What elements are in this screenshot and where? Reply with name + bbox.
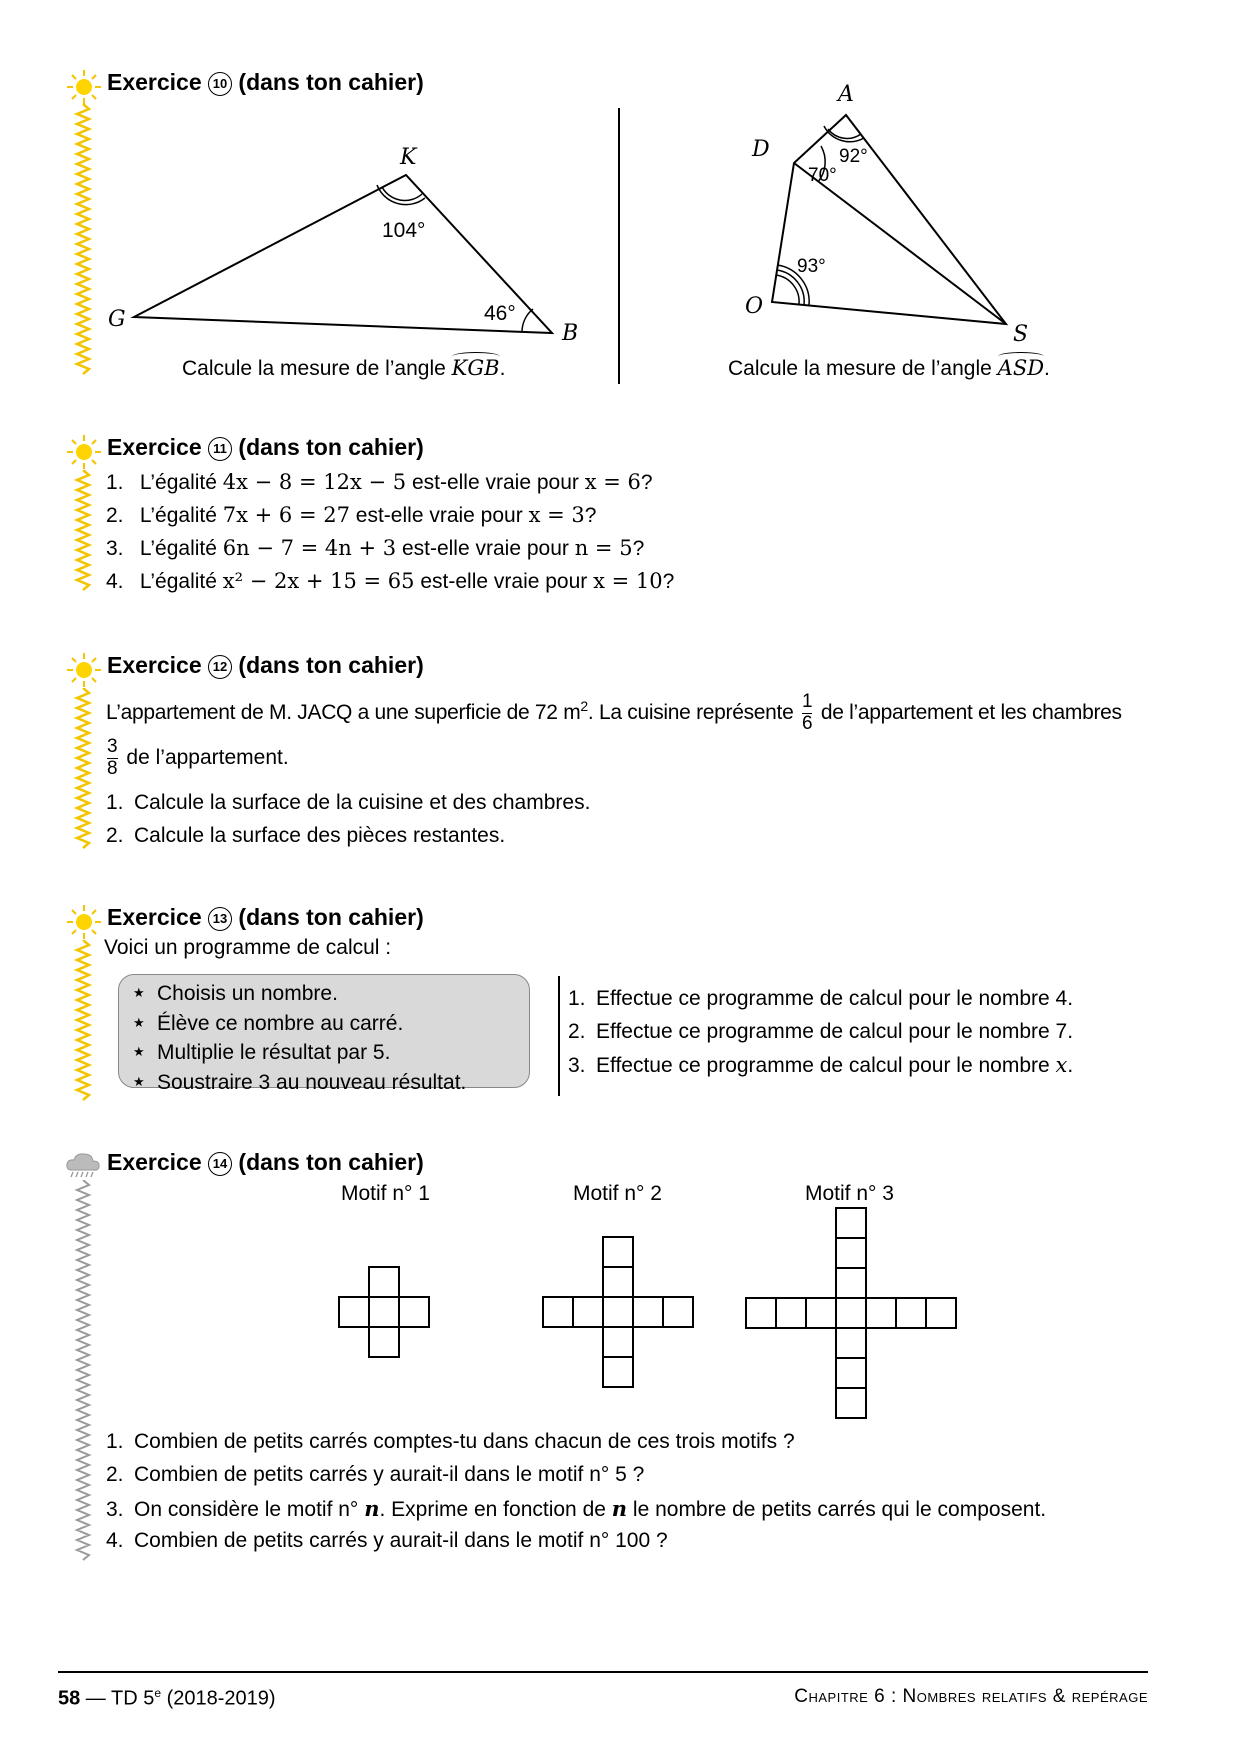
equation: x² − 2x + 15 = 65 — [222, 569, 415, 593]
exercise-number-badge: 13 — [208, 907, 232, 931]
program-step: ★ Multiplie le résultat par 5. — [133, 1038, 529, 1068]
list-item: 1. Calcule la surface de la cuisine et des chambres. — [106, 791, 591, 814]
column-divider — [618, 108, 620, 384]
list-item: 2. Effectue ce programme de calcul pour le nombre 7. — [568, 1020, 1074, 1043]
list-item: 3. L’égalité 6n − 7 = 4n + 3 est-elle vraie pour n = 5? — [106, 536, 645, 560]
exercise-number-badge: 12 — [208, 655, 232, 679]
list-item: 2. Combien de petits carrés y aurait-il dans le motif n° 5 ? — [106, 1463, 645, 1486]
footer-left: 58 — TD 5e (2018-2019) — [58, 1686, 276, 1710]
caption-left: Calcule la mesure de l’angle KGB. — [182, 356, 506, 380]
star-icon: ★ — [133, 985, 145, 1000]
vertex-label-d: D — [752, 137, 770, 162]
vertex-label-k: K — [400, 145, 417, 170]
angle-kgb: KGB — [451, 356, 500, 380]
angle-asd: ASD — [997, 356, 1045, 380]
footer-rule — [58, 1671, 1148, 1673]
list-item: 4. L’égalité x² − 2x + 15 = 65 est-elle vraie pour x = 10? — [106, 569, 675, 593]
motif-2-figure — [542, 1236, 694, 1388]
vertex-label-b: B — [562, 321, 579, 346]
angle-label-k: 104° — [382, 219, 426, 242]
triangle-kgb-figure — [100, 140, 600, 350]
vertex-label-o: O — [745, 294, 764, 319]
program-intro: Voici un programme de calcul : — [104, 936, 392, 959]
angle-label-o: 93° — [797, 256, 826, 277]
condition: x = 6 — [584, 470, 641, 494]
list-item: 3. On considère le motif n° n. Exprime en fonction de n le nombre de petits carrés qui le composent. — [106, 1496, 1047, 1521]
equation: 6n − 7 = 4n + 3 — [222, 536, 397, 560]
sun-icon — [66, 434, 102, 470]
equation: 4x − 8 = 12x − 5 — [222, 470, 407, 494]
list-item: 1. Effectue ce programme de calcul pour le nombre 4. — [568, 987, 1074, 1010]
list-item: 3. Effectue ce programme de calcul pour le nombre x. — [568, 1053, 1074, 1077]
calculation-program-box — [118, 974, 530, 1094]
zigzag-margin — [74, 688, 92, 850]
list-item: 1. Combien de petits carrés comptes-tu dans chacun de ces trois motifs ? — [106, 1430, 795, 1453]
fraction-three-eighths: $\frac{3}{8}$ — [107, 736, 118, 779]
zigzag-margin — [74, 1180, 92, 1562]
exercise-11-title: Exercice 11 (dans ton cahier) — [107, 434, 424, 460]
star-icon: ★ — [133, 1044, 145, 1059]
exercise-13-title: Exercice 13 (dans ton cahier) — [107, 904, 424, 930]
star-icon: ★ — [133, 1014, 145, 1030]
exercise-12-title: Exercice 12 (dans ton cahier) — [107, 652, 424, 678]
angle-label-a: 92° — [839, 146, 868, 167]
list-item: 2. Calcule la surface des pièces restantes. — [106, 824, 506, 847]
condition: x = 10 — [593, 569, 663, 593]
zigzag-margin — [74, 940, 92, 1102]
list-item: 4. Combien de petits carrés y aurait-il dans le motif n° 100 ? — [106, 1529, 668, 1552]
angle-label-d: 70° — [808, 165, 837, 186]
motif-label-1: Motif n° 1 — [341, 1182, 430, 1205]
cloud-rain-icon — [64, 1150, 102, 1180]
quadrilateral-asd-figure — [740, 100, 1030, 340]
page-number: 58 — [58, 1687, 81, 1710]
fraction-one-sixth: $\frac{1}{6}$ — [802, 691, 813, 734]
motif-label-2: Motif n° 2 — [573, 1182, 662, 1205]
vertex-label-a: A — [838, 82, 854, 107]
column-divider — [558, 976, 560, 1096]
vertex-label-s: S — [1013, 322, 1029, 347]
sun-icon — [66, 69, 102, 105]
program-step: ★ Soustraire 3 au nouveau résultat. — [133, 1068, 529, 1098]
problem-statement-cont: $\frac{3}{8}$ de l’appartement. — [107, 736, 289, 779]
motif-label-3: Motif n° 3 — [805, 1182, 894, 1205]
zigzag-margin — [74, 104, 92, 376]
condition: n = 5 — [574, 536, 633, 560]
zigzag-margin — [74, 470, 92, 592]
angle-label-b: 46° — [484, 302, 516, 325]
program-step: ★ Élève ce nombre au carré. — [133, 1009, 529, 1039]
program-step: ★ Choisis un nombre. — [133, 979, 529, 1009]
exercise-number-badge: 14 — [208, 1152, 232, 1176]
motif-1-figure — [338, 1266, 430, 1358]
caption-right: Calcule la mesure de l’angle ASD. — [728, 356, 1050, 380]
sun-icon — [66, 904, 102, 940]
exercise-number-badge: 11 — [208, 437, 232, 461]
exercise-number-badge: 10 — [208, 72, 232, 96]
exercise-10-title: Exercice 10 (dans ton cahier) — [107, 69, 424, 95]
star-icon: ★ — [133, 1073, 145, 1089]
sun-icon — [66, 652, 102, 688]
problem-statement: L’appartement de M. JACQ a une superficie de 72 $m^2$. La cuisine représente $\frac{1}{6}$ de l’appartement et les chambres — [106, 691, 1122, 734]
footer-chapter: Chapitre 6 : Nombres relatifs & repérage — [794, 1686, 1148, 1707]
list-item: 1. L’égalité 4x − 8 = 12x − 5 est-elle vraie pour x = 6? — [106, 470, 653, 494]
motif-3-figure — [745, 1207, 957, 1419]
condition: x = 3 — [528, 503, 585, 527]
equation: 7x + 6 = 27 — [222, 503, 350, 527]
exercise-14-title: Exercice 14 (dans ton cahier) — [107, 1149, 424, 1175]
vertex-label-g: G — [108, 307, 126, 332]
list-item: 2. L’égalité 7x + 6 = 27 est-elle vraie pour x = 3? — [106, 503, 597, 527]
